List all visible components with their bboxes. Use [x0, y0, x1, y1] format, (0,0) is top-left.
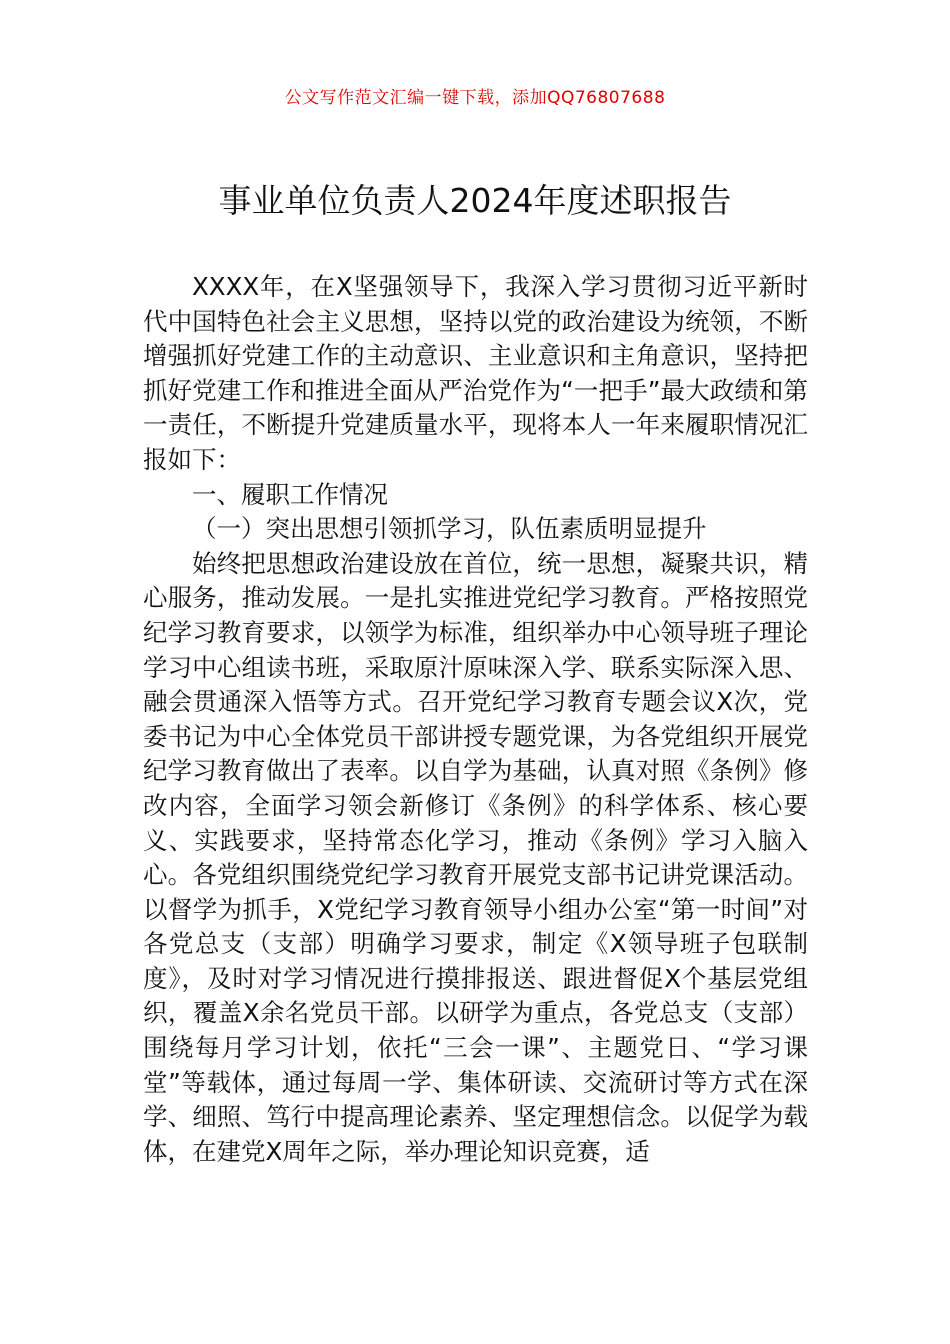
section-heading: 一、履职工作情况 — [192, 479, 388, 509]
body-paragraph: 始终把思想政治建设放在首位，统一思想，凝聚共识，精心服务，推动发展。一是扎实推进党纪学习教育。严格按照党纪学习教育要求，以领学为标准，组织举办中心领导班子理论学习中心组读书班，采取原汁原味深入学、联系实际深入思、融会贯通深入悟等方式。召开党纪学习教育专题会议X次，党委书记为中心全体党员干部讲授专题党课，为各党组织开展党纪学习教育做出了表率。以自学为基础，认真对照《条例》修改内容，全面学习领会新修订《条例》的科学体系、核心要义、实践要求，坚持常态化学习，推动《条例》学习入脑入心。各党组织围绕党纪学习教育开展党支部书记讲党课活动。以督学为抓手，X党纪学习教育领导小组办公室“第一时间”对各党总支（支部）明确学习要求，制定《X领导班子包联制度》，及时对学习情况进行摸排报送、跟进督促X个基层党组织，覆盖X余名党员干部。以研学为重点，各党总支（支部）围绕每月学习计划，依托“三会一课”、主题党日、“学习课堂”等载体，通过每周一学、集体研读、交流研讨等方式在深学、细照、笃行中提高理论素养、坚定理想信念。以促学为载体，在建党X周年之际，举办理论知识竞赛，适 — [143, 548, 808, 1166]
header-download-note: 公文写作范文汇编一键下载，添加QQ76807688 — [284, 88, 666, 108]
subsection-heading: （一）突出思想引领抓学习，队伍素质明显提升 — [192, 514, 707, 544]
page-title: 事业单位负责人2024年度述职报告 — [218, 181, 732, 220]
document-body — [143, 270, 808, 1169]
intro-paragraph: XXXX年，在X坚强领导下，我深入学习贯彻习近平新时代中国特色社会主义思想，坚持以党的政治建设为统领，不断增强抓好党建工作的主动意识、主业意识和主角意识，坚持把抓好党建工作和推进全面从严治党作为“一把手”最大政绩和第一责任，不断提升党建质量水平，现将本人一年来履职情况汇报如下： — [143, 272, 808, 474]
